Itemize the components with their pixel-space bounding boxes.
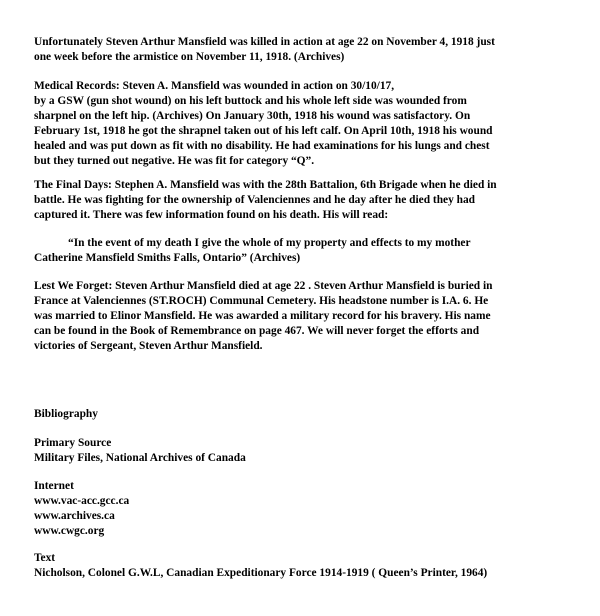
bibliography-entry: Nicholson, Colonel G.W.L, Canadian Expeditionary Force 1914-1919 ( Queen’s Printer, 1964) [34,567,488,579]
primary-source-section [34,436,570,466]
text-line: Medical Records: Steven A. Mansfield was wounded in action on 30/10/17, [34,80,395,92]
text-line: The Final Days: Stephen A. Mansfield was with the 28th Battalion, 6th Brigade when he died in [34,179,497,191]
bibliography-entry: Military Files, National Archives of Canada [34,452,246,464]
text-line: can be found in the Book of Remembrance on page 467. We will never forget the efforts and [34,325,480,337]
text-line: one week before the armistice on November 11, 1918. (Archives) [34,51,345,63]
internet-section [34,479,570,539]
text-line: victories of Sergeant, Steven Arthur Mansfield. [34,340,263,352]
section-label: Primary Source [34,437,112,449]
text-section [34,551,570,581]
text-line: was married to Elinor Mansfield. He was awarded a military record for his bravery. His name [34,310,491,322]
text-line: Bibliography [34,408,98,420]
text-line: battle. He was fighting for the ownership of Valenciennes and he day after he died they had [34,194,475,206]
medical-records-paragraph [34,79,570,169]
text-line: Catherine Mansfield Smiths Falls, Ontario” (Archives) [34,252,301,264]
lest-we-forget-paragraph [34,279,570,354]
section-label: Text [34,552,56,564]
bibliography-heading [34,407,570,422]
text-line: captured it. There was few information found on his death. His will read: [34,209,389,221]
text-line: France at Valenciennes (ST.ROCH) Communal Cemetery. His headstone number is I.A. 6. He [34,295,489,307]
bibliography-entry: www.vac-acc.gcc.ca [34,495,130,507]
bibliography-entry: www.cwgc.org [34,525,105,537]
text-line: but they turned out negative. He was fit for category “Q”. [34,155,315,167]
final-days-paragraph [34,178,570,223]
section-label: Internet [34,480,74,492]
killed-in-action-paragraph [34,35,570,65]
will-quote-paragraph [34,236,570,266]
text-line: “In the event of my death I give the whole of my property and effects to my mother [68,237,471,249]
text-line: Lest We Forget: Steven Arthur Mansfield died at age 22 . Steven Arthur Mansfield is buried in [34,280,493,292]
bibliography-entry: www.archives.ca [34,510,115,522]
text-line: by a GSW (gun shot wound) on his left buttock and his whole left side was wounded from [34,95,467,107]
text-line: healed and was put down as fit with no disability. He had examinations for his lungs and chest [34,140,490,152]
text-line: February 1st, 1918 he got the shrapnel taken out of his left calf. On April 10th, 1918 his wound [34,125,493,137]
text-line: Unfortunately Steven Arthur Mansfield was killed in action at age 22 on November 4, 1918 just [34,36,495,48]
text-line: sharpnel on the left hip. (Archives) On January 30th, 1918 his wound was satisfactory. On [34,110,471,122]
